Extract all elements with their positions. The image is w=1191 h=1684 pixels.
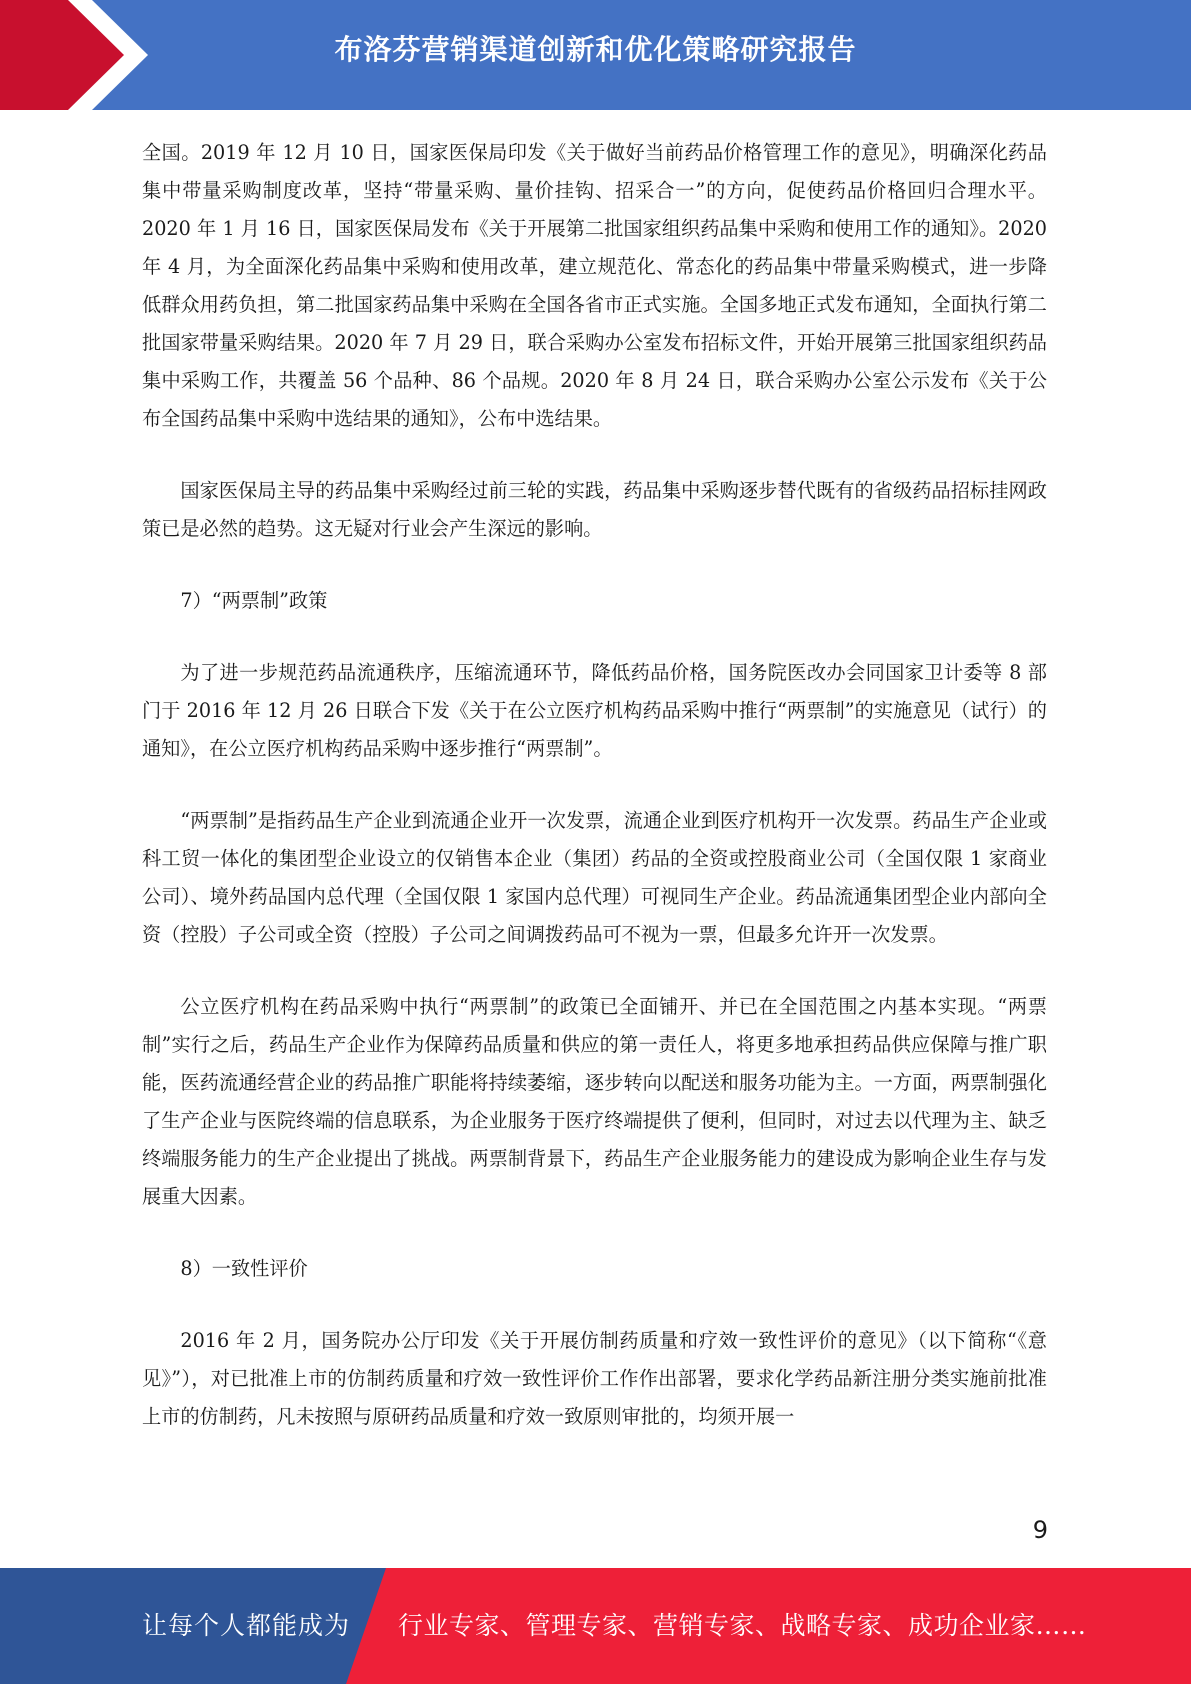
- paragraph-procurement-trend: 国家医保局主导的药品集中采购经过前三轮的实践，药品集中采购逐步替代既有的省级药品招标挂网政策已是必然的趋势。这无疑对行业会产生深远的影响。: [142, 479, 1047, 540]
- page-header: [0, 0, 1191, 110]
- section-heading-two-invoice: 7）“两票制”政策: [180, 589, 328, 612]
- paragraph-consistency-evaluation: 2016 年 2 月，国务院办公厅印发《关于开展仿制药质量和疗效一致性评价的意见》（以下简称“《意见》”），对已批准上市的仿制药质量和疗效一致性评价工作作出部署，要求化学药品新注册分类实施前批准上市的仿制药，凡未按照与原研药品质量和疗效一致原则审批的，均须开展一: [142, 1329, 1047, 1428]
- page-footer: [0, 1568, 1191, 1684]
- page-number: 9: [1032, 1516, 1048, 1544]
- section-heading-consistency-evaluation: 8）一致性评价: [180, 1257, 308, 1280]
- paragraph-procurement-timeline: 全国。2019 年 12 月 10 日，国家医保局印发《关于做好当前药品价格管理工作的意见》，明确深化药品集中带量采购制度改革，坚持“带量采购、量价挂钩、招采合一”的方向，促使药品价格回归合理水平。2020 年 1 月 16 日，国家医保局发布《关于开展第二批国家组织药品集中采购和使用工作的通知》。2020 年 4 月，为全面深化药品集中采购和使用改革，建立规范化、常态化的药品集中带量采购模式，进一步降低群众用药负担，第二批国家药品集中采购在全国各省市正式实施。全国多地正式发布通知，全面执行第二批国家带量采购结果。2020 年 7 月 29 日，联合采购办公室发布招标文件，开始开展第三批国家组织药品集中采购工作，共覆盖 56 个品种、86 个品规。2020 年 8 月 24 日，联合采购办公室公示发布《关于公布全国药品集中采购中选结果的通知》，公布中选结果。: [142, 141, 1047, 430]
- page-content: [142, 134, 1047, 1470]
- footer-slogan-left: 让每个人都能成为: [142, 1611, 351, 1640]
- report-title: 布洛芬营销渠道创新和优化策略研究报告: [334, 33, 857, 66]
- paragraph-two-invoice-impact: 公立医疗机构在药品采购中执行“两票制”的政策已全面铺开、并已在全国范围之内基本实现。“两票制”实行之后，药品生产企业作为保障药品质量和供应的第一责任人，将更多地承担药品供应保障与推广职能，医药流通经营企业的药品推广职能将持续萎缩，逐步转向以配送和服务功能为主。一方面，两票制强化了生产企业与医院终端的信息联系，为企业服务于医疗终端提供了便利，但同时，对过去以代理为主、缺乏终端服务能力的生产企业提出了挑战。两票制背景下，药品生产企业服务能力的建设成为影响企业生存与发展重大因素。: [142, 995, 1047, 1208]
- footer-slogan-right: 行业专家、管理专家、营销专家、战略专家、成功企业家……: [398, 1611, 1087, 1640]
- paragraph-two-invoice-policy: 为了进一步规范药品流通秩序，压缩流通环节，降低药品价格，国务院医改办会同国家卫计委等 8 部门于 2016 年 12 月 26 日联合下发《关于在公立医疗机构药品采购中推行“两票制”的实施意见（试行）的通知》，在公立医疗机构药品采购中逐步推行“两票制”。: [142, 661, 1047, 760]
- paragraph-two-invoice-definition: “两票制”是指药品生产企业到流通企业开一次发票，流通企业到医疗机构开一次发票。药品生产企业或科工贸一体化的集团型企业设立的仅销售本企业（集团）药品的全资或控股商业公司（全国仅限 1 家商业公司）、境外药品国内总代理（全国仅限 1 家国内总代理）可视同生产企业。药品流通集团型企业内部向全资（控股）子公司或全资（控股）子公司之间调拨药品可不视为一票，但最多允许开一次发票。: [142, 809, 1047, 946]
- header-arrow-decoration: [0, 0, 160, 110]
